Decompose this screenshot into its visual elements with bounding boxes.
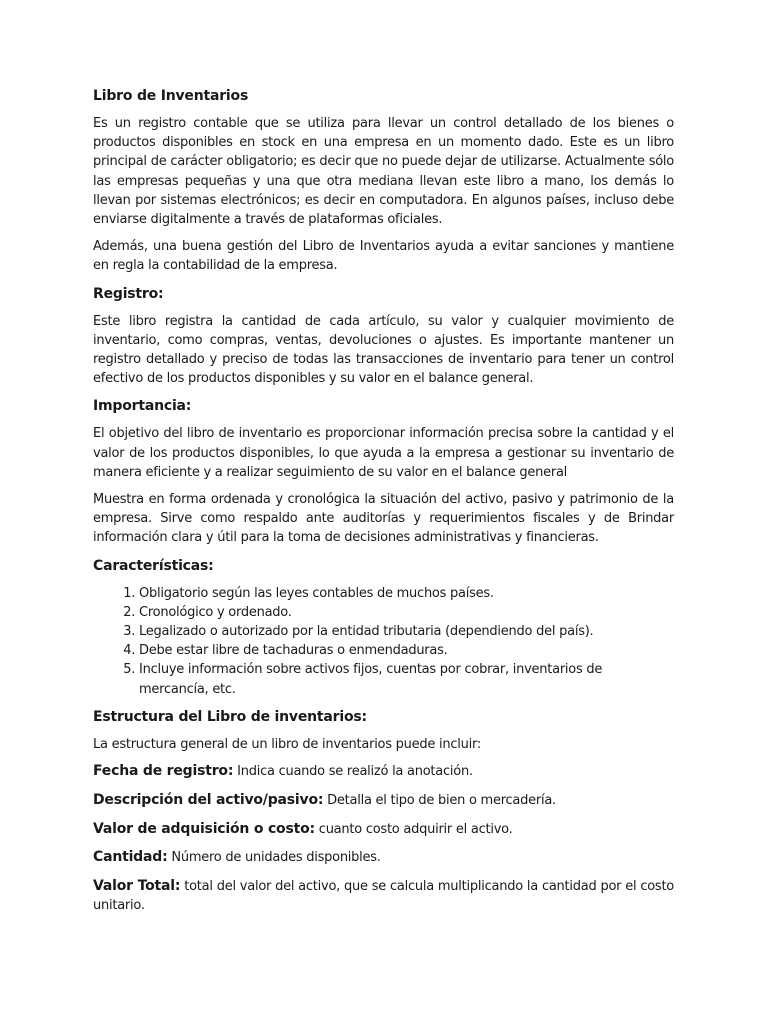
estructura-intro: La estructura general de un libro de inventarios puede incluir: [93, 736, 481, 752]
caracteristicas-list [93, 584, 674, 699]
field-description: Detalla el tipo de bien o mercadería. [327, 792, 556, 808]
field-term: Descripción del activo/pasivo: [93, 791, 324, 808]
importancia-paragraph-2: Muestra en forma ordenada y cronológica la situación del activo, pasivo y patrimonio de la empresa. Sirve como respaldo ante auditorías y requerimientos fiscales y de Brindar información clara y útil para la toma de decisiones administrativas y financieras. [93, 492, 674, 546]
list-item: 3. Legalizado o autorizado por la entidad tributaria (dependiendo del país). [139, 622, 674, 641]
field-fecha-registro [93, 762, 674, 781]
list-item: 4. Debe estar libre de tachaduras o enmendaduras. [139, 641, 674, 660]
registro-heading: Registro: [93, 285, 164, 302]
field-valor-total [93, 877, 674, 915]
estructura-heading: Estructura del Libro de inventarios: [93, 708, 367, 725]
importancia-heading: Importancia: [93, 398, 192, 415]
field-term: Valor Total: [93, 878, 181, 895]
field-descripcion-activo [93, 791, 674, 810]
field-description: Indica cuando se realizó la anotación. [237, 764, 473, 780]
list-item: 2. Cronológico y ordenado. [139, 603, 674, 622]
field-term: Fecha de registro: [93, 763, 234, 780]
intro-paragraph-1: Es un registro contable que se utiliza para llevar un control detallado de los bienes o productos disponibles en stock en una empresa en un momento dado. Este es un libro principal de carácter obligatorio; es decir que no puede dejar de utilizarse. Actualmente sólo las empresas pequeñas y una que otra mediana llevan este libro a mano, los demás lo llevan por sistemas electrónicos; es decir en computadora. En algunos países, incluso debe enviarse digitalmente a través de plataformas oficiales. [93, 116, 674, 228]
intro-paragraph-2: Además, una buena gestión del Libro de Inventarios ayuda a evitar sanciones y mantiene en regla la contabilidad de la empresa. [93, 239, 674, 274]
document-page [93, 86, 674, 925]
field-valor-adquisicion [93, 820, 674, 839]
field-description: cuanto costo adquirir el activo. [318, 821, 513, 837]
field-description: total del valor del activo, que se calcula multiplicando la cantidad por el costo unitario. [93, 879, 674, 914]
registro-paragraph: Este libro registra la cantidad de cada artículo, su valor y cualquier movimiento de inventario, como compras, ventas, devoluciones o ajustes. Es importante mantener un registro detallado y preciso de todas las transacciones de inventario para tener un control efectivo de los productos disponibles y su valor en el balance general. [93, 313, 674, 387]
field-term: Cantidad: [93, 849, 168, 866]
caracteristicas-heading: Características: [93, 557, 214, 574]
field-cantidad [93, 848, 674, 867]
list-item: 1. Obligatorio según las leyes contables de muchos países. [139, 584, 674, 603]
importancia-paragraph-1: El objetivo del libro de inventario es proporcionar información precisa sobre la cantidad y el valor de los productos disponibles, lo que ayuda a la empresa a gestionar su inventario de manera eficiente y a realizar seguimiento de su valor en el balance general [93, 426, 674, 480]
field-term: Valor de adquisición o costo: [93, 820, 315, 837]
list-item: 5. Incluye información sobre activos fijos, cuentas por cobrar, inventarios de mercancía, etc. [139, 660, 674, 698]
document-title: Libro de Inventarios [93, 88, 249, 104]
field-description: Número de unidades disponibles. [171, 850, 381, 866]
